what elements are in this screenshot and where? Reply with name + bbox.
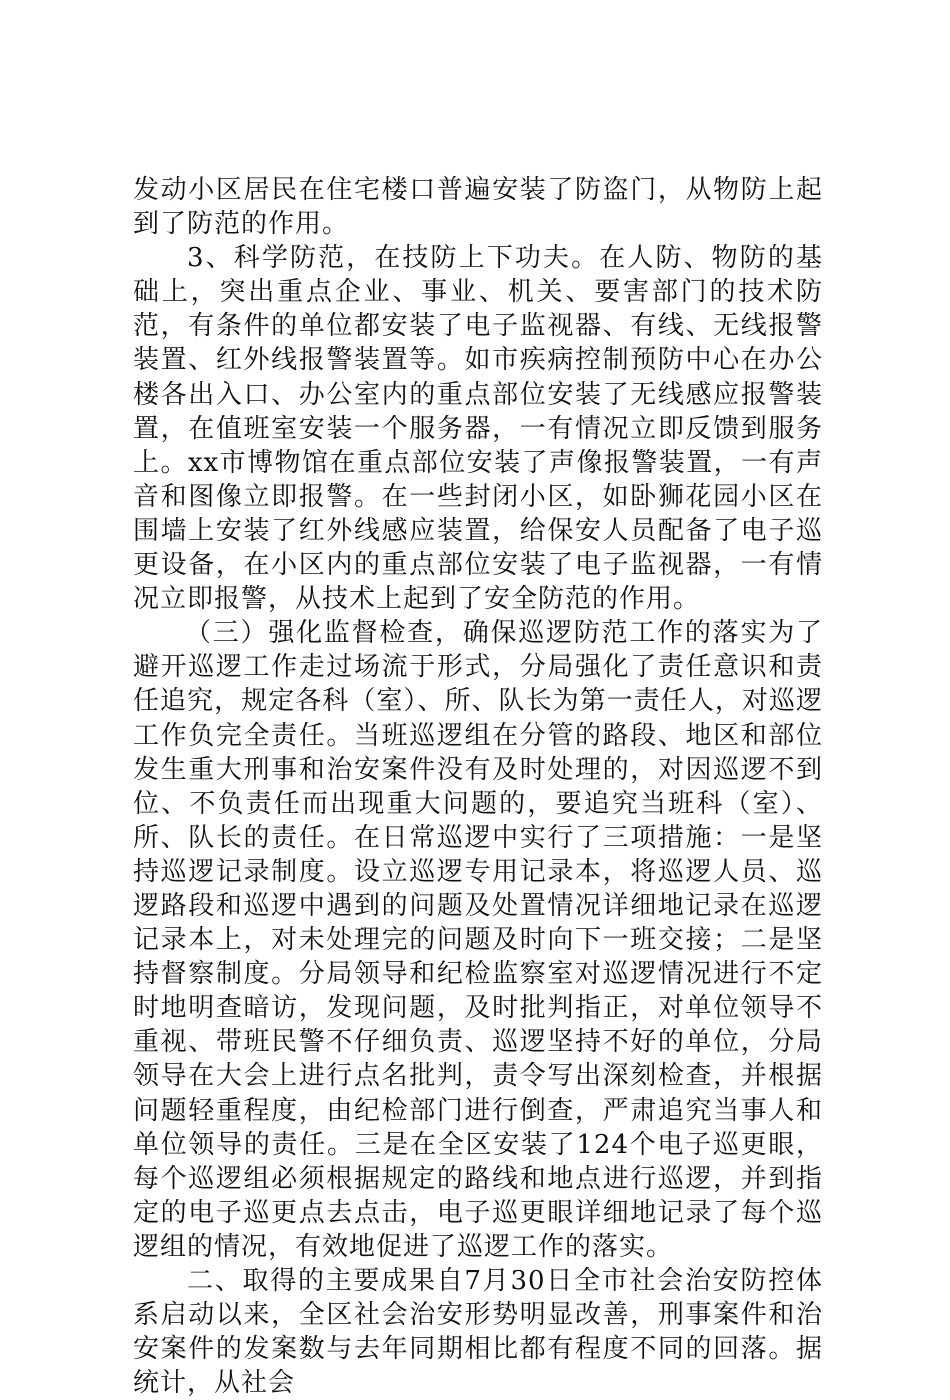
paragraph-supervision-inspection: （三）强化监督检查，确保巡逻防范工作的落实为了避开巡逻工作走过场流于形式，分局强化了责任意识和责任追究，规定各科（室）、所、队长为第一责任人，对巡逻工作负完全责任。当班巡逻组在分管的路段、地区和部位发生重大刑事和治安案件没有及时处理的，对因巡逻不到位、不负责任而出现重大问题的，要追究当班科（室）、所、队长的责任。在日常巡逻中实行了三项措施：一是坚持巡逻记录制度。设立巡逻专用记录本，将巡逻人员、巡逻路段和巡逻中遇到的问题及处置情况详细地记录在巡逻记录本上，对未处理完的问题及时向下一班交接；二是坚持督察制度。分局领导和纪检监察室对巡逻情况进行不定时地明查暗访，发现问题，及时批判指正，对单位领导不重视、带班民警不仔细负责、巡逻坚持不好的单位，分局领导在大会上进行点名批判，责令写出深刻检查，并根据问题轻重程度，由纪检部门进行倒查，严肃追究当事人和单位领导的责任。三是在全区安装了124个电子巡更眼，每个巡逻组必须根据规定的路线和地点进行巡逻，并到指定的电子巡更点去点击，电子巡更眼详细地记录了每个巡逻组的情况，有效地促进了巡逻工作的落实。 (133, 618, 823, 1262)
paragraph-technical-prevention: 3、科学防范，在技防上下功夫。在人防、物防的基础上，突出重点企业、事业、机关、要害部门的技术防范，有条件的单位都安装了电子监视器、有线、无线报警装置、红外线报警装置等。如市疾病控制预防中心在办公楼各出入口、办公室内的重点部位安装了无线感应报警装置，在值班室安装一个服务器，一有情况立即反馈到服务上。xx市博物馆在重点部位安装了声像报警装置，一有声音和图像立即报警。在一些封闭小区，如卧狮花园小区在围墙上安装了红外线感应装置，给保安人员配备了电子巡更设备，在小区内的重点部位安装了电子监视器，一有情况立即报警，从技术上起到了安全防范的作用。 (133, 243, 823, 615)
paragraph-continuation: 发动小区居民在住宅楼口普遍安装了防盗门，从物防上起到了防范的作用。 (133, 175, 823, 240)
paragraph-main-results: 二、取得的主要成果自7月30日全市社会治安防控体系启动以来，全区社会治安形势明显改善，刑事案件和治安案件的发案数与去年同期相比都有程度不同的回落。据统计，从社会 (133, 1266, 823, 1399)
document-body (133, 173, 823, 1400)
